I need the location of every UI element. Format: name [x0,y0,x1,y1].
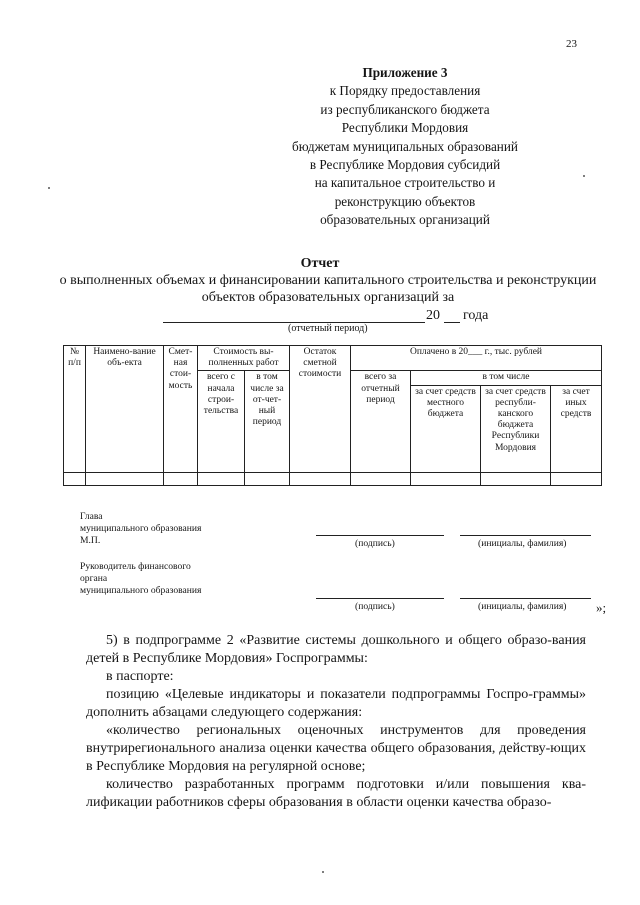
name-caption: (инициалы, фамилия) [478,601,567,612]
finance-signature-line [316,598,444,599]
col-local-header: за счет средств местного бюджета [411,385,481,472]
appendix-line: из республиканского бюджета [320,101,490,117]
scan-speck [583,175,585,177]
head-signature-label: Глава муниципального образования М.П. [80,511,202,546]
col-remainder-header: Остаток сметной стоимости [290,346,351,473]
appendix-line: на капитальное строительство и [314,175,496,191]
finance-signature-label: Руководитель финансового органа муниципального образования [80,561,202,596]
paragraph: в паспорте: [106,669,174,684]
appendix-block [250,64,560,230]
appendix-line: бюджетам муниципальных образований [292,138,518,154]
appendix-line: Республики Мордовия [341,120,469,136]
col-estimate-header: Смет-ная стои-мость [164,346,198,473]
head-signature-line [316,535,444,536]
report-subtitle: о выполненных объемах и финансировании капитального строительства и реконструкции объектов образовательных организаций за [59,273,597,305]
col-cost-period-header: в том числе за от-чет-ный период [245,371,290,472]
head-name-line [460,535,591,536]
signature-caption: (подпись) [355,601,395,612]
col-cost-done-header: Стоимость вы-полненных работ [198,346,290,371]
finance-name-line [460,598,591,599]
closing-quote: »; [596,600,607,615]
col-other-header: за счет иных средств [551,385,602,472]
appendix-title: Приложение 3 [362,65,448,80]
paragraph: количество разработанных программ подготовки и/или повышения ква-лификации работников сферы образования в области оценки качества образо- [86,777,586,810]
appendix-line: к Порядку предоставления [329,83,481,99]
appendix-line: образовательных организаций [320,212,490,228]
page-number: 23 [566,38,577,50]
name-caption: (инициалы, фамилия) [478,538,567,549]
col-name-header: Наимено-вание объ-екта [86,346,164,473]
paragraph: 5) в подпрограмме 2 «Развитие системы дошкольного и общего образо-вания детей в Республике Мордовия» Госпрограммы: [86,633,586,666]
col-no-header: № п/п [64,346,86,473]
col-paid-header: Оплачено в 20___ г., тыс. рублей [351,346,602,371]
scan-speck [48,187,50,189]
report-title: Отчет [300,256,340,271]
year-prefix: 20 [426,308,440,323]
year-word: года [463,308,489,323]
period-note: (отчетный период) [288,323,368,334]
paragraph: «количество региональных оценочных инструментов для проведения внутрирегионального анализа оценки качества общего образования, действу-ющих в Республике Мордовия на регулярной основе; [86,723,586,774]
paragraph: позицию «Целевые индикаторы и показатели подпрограммы Госпро-граммы» дополнить абзацами следующего содержания: [86,687,586,720]
scan-speck [322,871,324,873]
table-row [64,472,602,485]
report-table [63,345,602,486]
signature-caption: (подпись) [355,538,395,549]
col-paid-total-header: всего за отчетный период [351,371,411,472]
col-republic-header: за счет средств республи-канского бюджета Республики Мордовия [481,385,551,472]
col-cost-total-header: всего с начала строи-тельства [198,371,245,472]
appendix-line: в Республике Мордовия субсидий [309,157,501,173]
year-blank-line [444,322,460,323]
col-incl-header: в том числе [411,371,602,385]
appendix-line: реконструкцию объектов [334,193,476,209]
